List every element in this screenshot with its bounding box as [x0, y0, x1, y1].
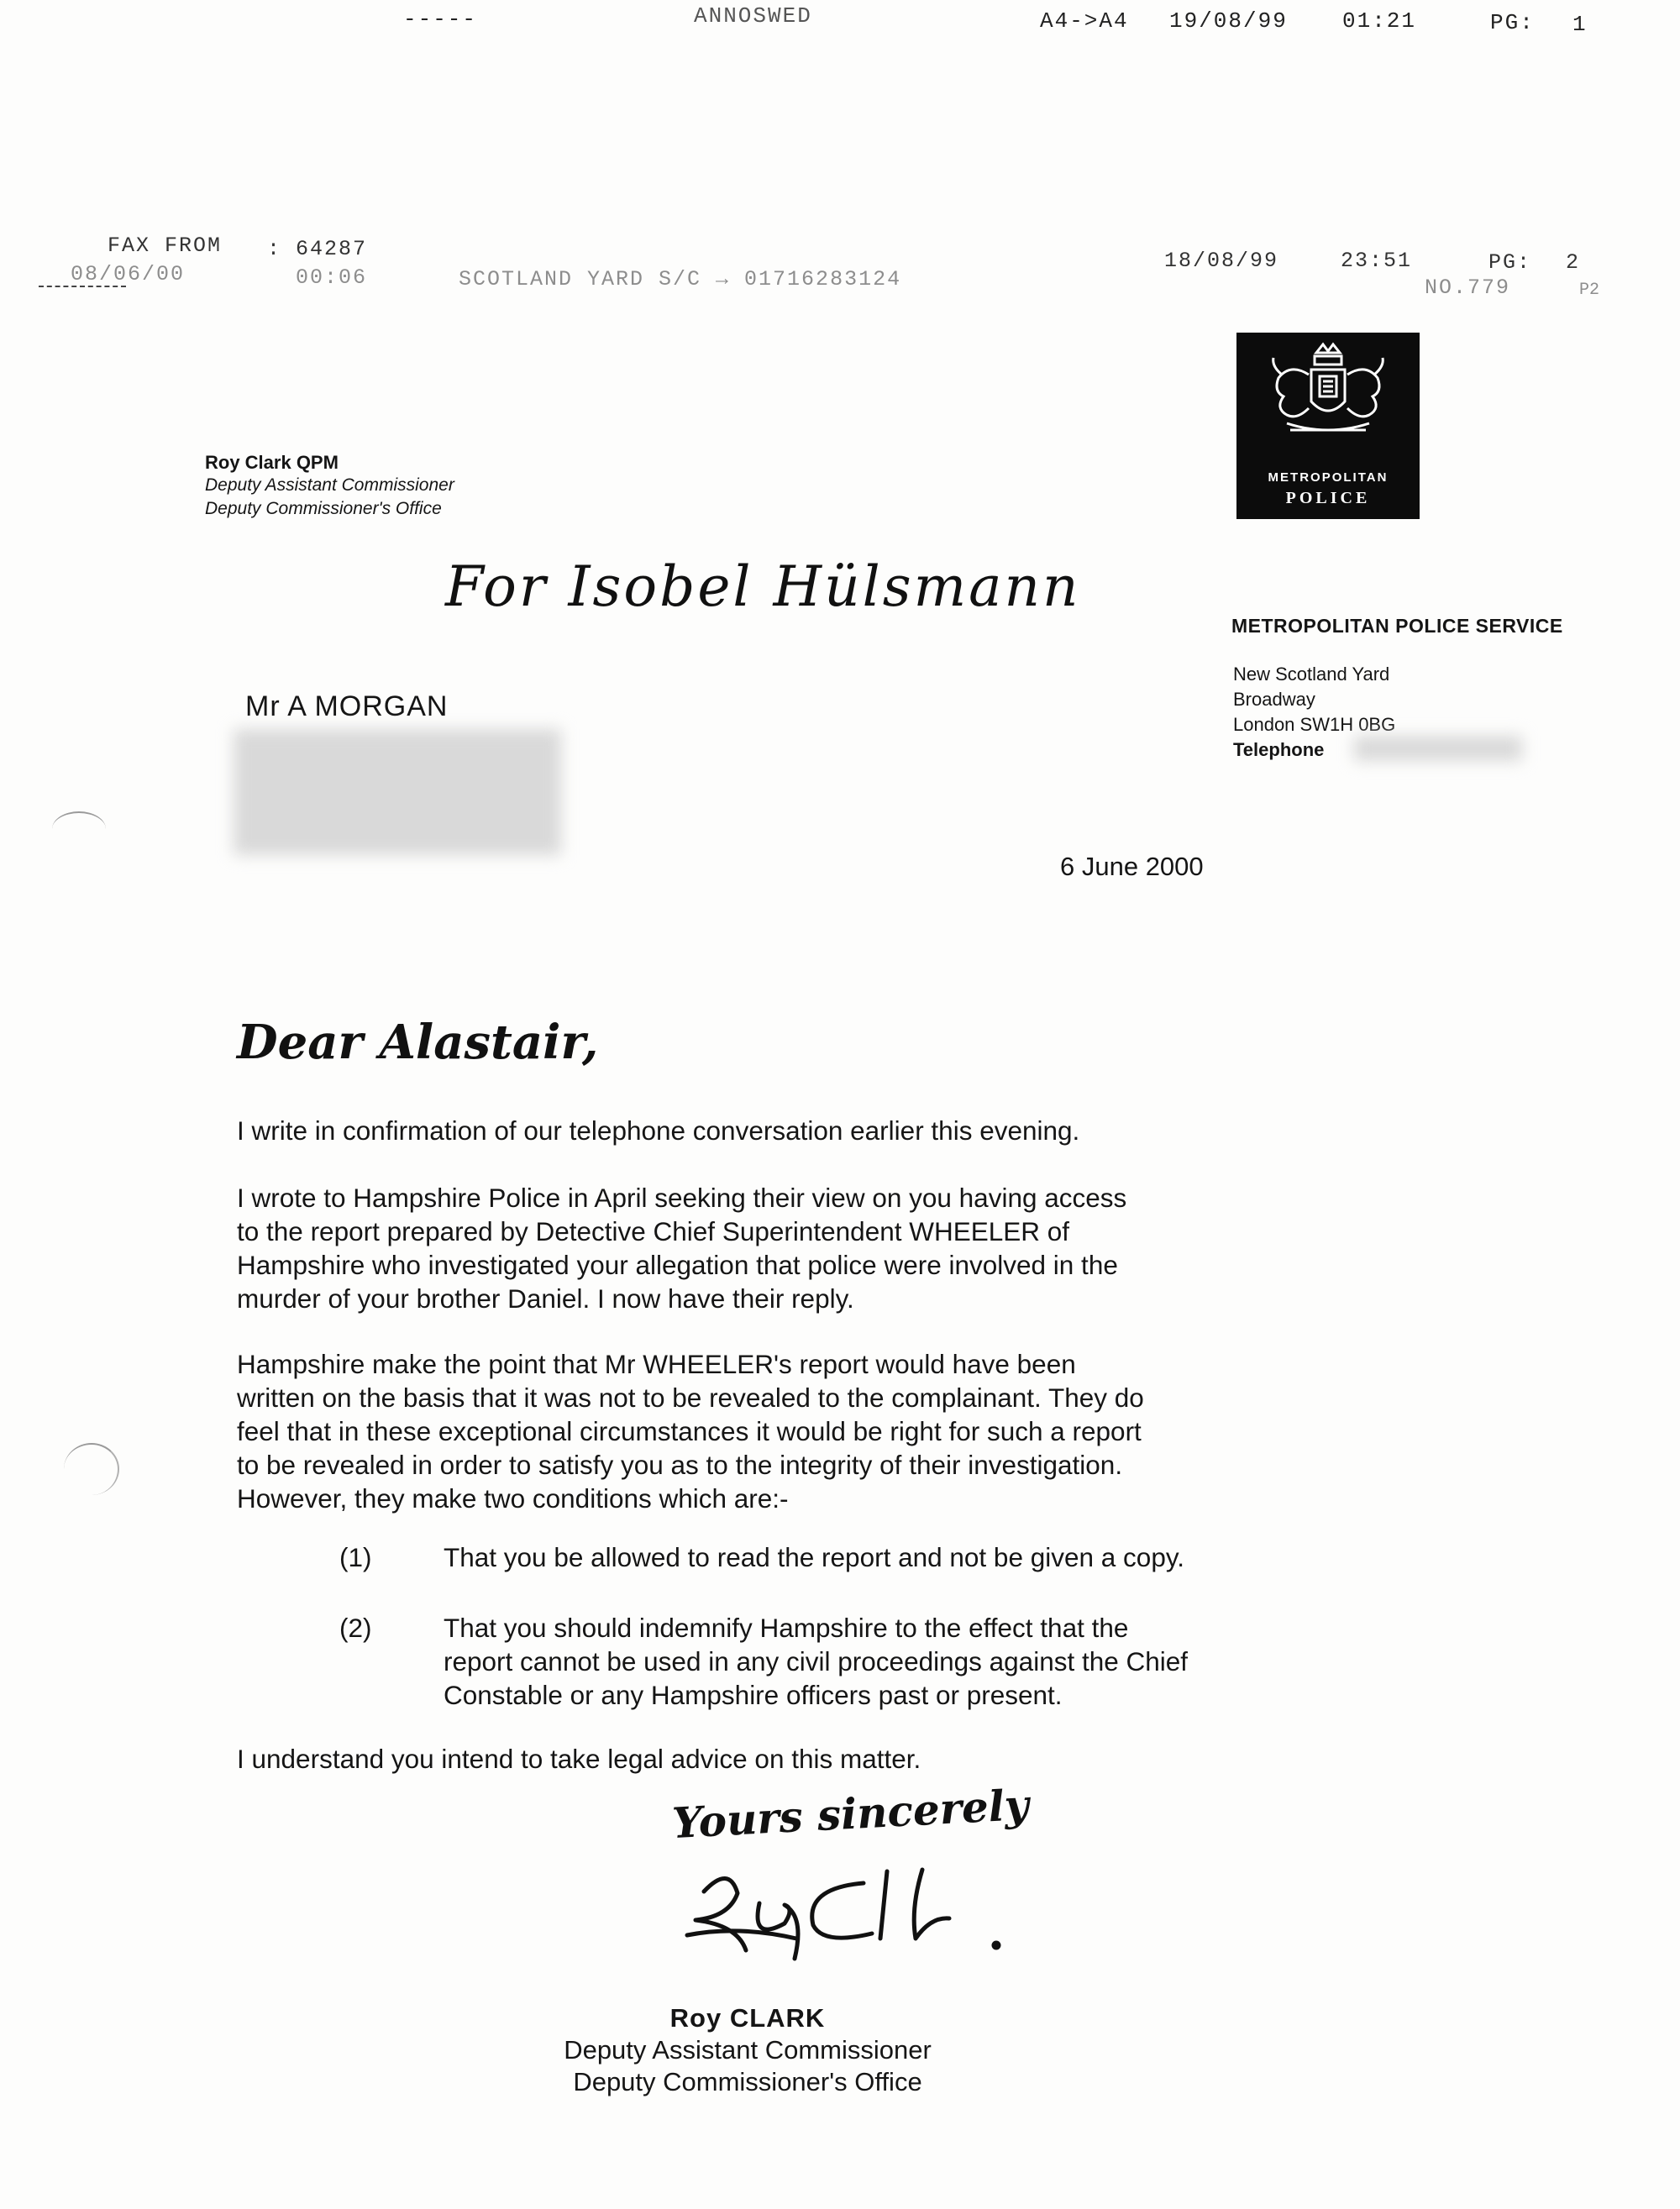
- condition-1-number: (1): [339, 1542, 372, 1572]
- fax-date: 19/08/99: [1169, 8, 1288, 34]
- closing: Yours sincerely: [670, 1779, 1031, 1849]
- paragraph-2: [237, 1181, 1430, 1315]
- paragraph-2-line-2: to the report prepared by Detective Chief Superintendent WHEELER of: [237, 1216, 1070, 1246]
- service-name: METROPOLITAN POLICE SERVICE: [1231, 615, 1563, 637]
- fax-page-label: PG:: [1490, 10, 1535, 35]
- condition-2-line-2: report cannot be used in any civil proceedings against the Chief: [444, 1646, 1189, 1676]
- fax-answered-label: ANNOSWED: [694, 3, 812, 29]
- fax-from-label: FAX FROM: [108, 233, 223, 258]
- signatory-block: [0, 2002, 1495, 2098]
- sender-office: Deputy Commissioner's Office: [205, 499, 442, 518]
- handwritten-note: For Isobel Hülsmann: [445, 554, 1081, 619]
- fax-from-number: : 64287: [267, 237, 368, 261]
- sender-title: Deputy Assistant Commissioner: [205, 475, 454, 495]
- fax-faint-time: 00:06: [296, 265, 368, 290]
- fax-time: 01:21: [1342, 8, 1417, 34]
- fax2-date: 18/08/99: [1164, 249, 1279, 273]
- condition-2-text: [444, 1611, 1188, 1712]
- punch-mark-2: [64, 1443, 119, 1495]
- fax-page-number: 1: [1572, 12, 1588, 37]
- condition-2-number: (2): [339, 1613, 372, 1643]
- redacted-telephone: [1354, 736, 1522, 761]
- signatory-title: Deputy Assistant Commissioner: [564, 2035, 932, 2065]
- fax2-page-number: 2: [1566, 250, 1581, 275]
- condition-1-text: That you be allowed to read the report and not be given a copy.: [444, 1542, 1184, 1572]
- address-line-3: London SW1H 0BG: [1233, 714, 1396, 735]
- letter-date: 6 June 2000: [1060, 852, 1204, 881]
- signature: [679, 1858, 1065, 1971]
- fax-route: A4->A4: [1040, 8, 1129, 34]
- met-police-logo: [1236, 333, 1420, 519]
- redacted-recipient-address: [234, 729, 561, 855]
- signatory-office: Deputy Commissioner's Office: [573, 2067, 922, 2096]
- fax-dashes: -----: [403, 7, 478, 32]
- paragraph-1: I write in confirmation of our telephone conversation earlier this evening.: [237, 1115, 1080, 1146]
- fax2-page-label: PG:: [1488, 250, 1532, 275]
- fax2-time: 23:51: [1341, 249, 1413, 273]
- fax-suffix: P2: [1579, 281, 1600, 300]
- salutation: Dear Alastair,: [237, 1015, 599, 1070]
- fax-origin: SCOTLAND YARD S/C → 01716283124: [459, 267, 902, 291]
- logo-line-2: POLICE: [1285, 489, 1371, 507]
- punch-mark-1: [52, 811, 106, 847]
- address-line-2: Broadway: [1233, 689, 1315, 710]
- signatory-name: Roy CLARK: [669, 2003, 826, 2033]
- paragraph-2-line-1: I wrote to Hampshire Police in April seeking their view on you having access: [237, 1183, 1127, 1213]
- recipient-name: Mr A MORGAN: [245, 690, 449, 722]
- paragraph-3-line-5: However, they make two conditions which are:-: [237, 1483, 789, 1514]
- sender-name: Roy Clark QPM: [205, 452, 339, 473]
- logo-line-1: METROPOLITAN: [1268, 470, 1389, 485]
- telephone-label: Telephone: [1233, 739, 1325, 760]
- crest-icon: [1236, 333, 1420, 459]
- paragraph-3-line-4: to be revealed in order to satisfy you as to the integrity of their investigation.: [237, 1450, 1123, 1480]
- paragraph-3-line-1: Hampshire make the point that Mr WHEELER's report would have been: [237, 1349, 1076, 1379]
- signature-mark-icon: [679, 1858, 1065, 1967]
- paragraph-4: I understand you intend to take legal advice on this matter.: [237, 1744, 921, 1774]
- paragraph-3: [237, 1347, 1430, 1515]
- condition-2-line-3: Constable or any Hampshire officers past or present.: [444, 1680, 1063, 1710]
- paragraph-3-line-2: written on the basis that it was not to be revealed to the complainant. They do: [237, 1383, 1144, 1413]
- paragraph-2-line-4: murder of your brother Daniel. I now have their reply.: [237, 1283, 854, 1314]
- address-line-1: New Scotland Yard: [1233, 664, 1390, 685]
- paragraph-3-line-3: feel that in these exceptional circumstances it would be right for such a report: [237, 1416, 1142, 1446]
- signature-text: [679, 1858, 682, 1859]
- paragraph-2-line-3: Hampshire who investigated your allegation that police were involved in the: [237, 1250, 1118, 1280]
- fax-faint-date: 08/06/00: [71, 262, 186, 286]
- fax-number: NO.779: [1425, 275, 1511, 300]
- condition-2-line-1: That you should indemnify Hampshire to the effect that the: [444, 1613, 1129, 1643]
